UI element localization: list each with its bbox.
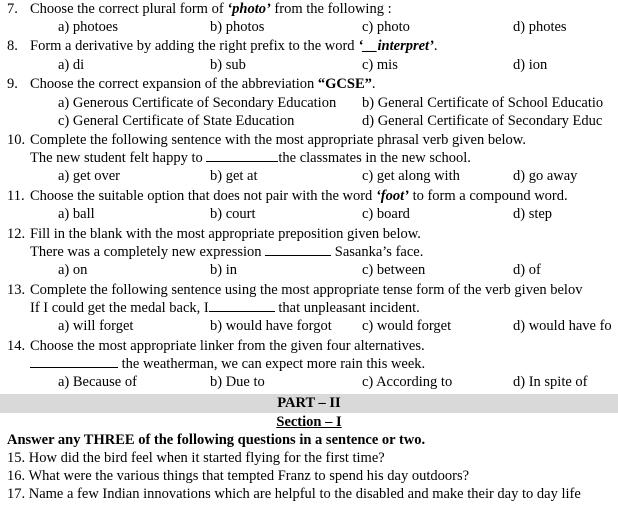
question-17: 17. Name a few Indian innovations which are helpful to the disabled and make their day to day life [7,486,581,502]
question-number: 14. [7,338,26,354]
question-11-options [0,205,618,223]
question-12-options [0,261,618,279]
question-15: 15. How did the bird feel when it started flying for the first time? [7,450,385,466]
option-c: c) would forget [362,318,452,334]
option-c: c) mis [362,57,398,73]
option-d: d) General Certificate of Secondary Educ [362,113,603,129]
question-text: Fill in the blank with the most appropriate preposition given below. [30,226,421,242]
question-text: Choose the correct expansion of the abbreviation “GCSE”. [30,76,376,92]
option-c: c) get along with [362,168,460,184]
question-number: 10. [7,132,26,148]
exam-page: 7. Choose the correct plural form of ‘photo’ from the following : a) photoes b) photos c) photo d) photes 8. Form a derivative by adding the right prefix to the word ‘__interpret’. a) di b) sub c) mis d) ion 9. Choose the correct expansion of the abbreviation “GCSE”. a) Generous Certificate of Secondary Education b) General Certificate of School Educatio c) General Certificate of State Education d) General Certificate of Secondary Educ 10. Complete the following sentence with the most appropriate phrasal verb given below. The new student felt happy to the classmates in the new school. a) get over b) get at c) get along with d) go away 11. Choose the suitable option that does not pair with the word ‘foot’ to form a compound word. a) ball b) court c) board d) step 12. Fill in the blank with the most appropriate preposition given below. There was a completely new expression Sasanka’s face. a) on b) in c) between d) of 13. Complete the following sentence using the most appropriate tense form of the verb given belov If I could get the medal back, I that unpleasant incident. a) will forget b) would have forgot c) would forget d) would have fo 14. Choose the most appropriate linker from the given four alternatives. the weatherman, we can expect more rain this week. a) Because of b) Due to c) According to d) In spite of PART – II Section – I Answer any THREE of the following questions in a sentence or two. 15. How did the bird feel when it started flying for the first time? 16. What were the various things that tempted Franz to spend his day outdoors? 17. Name a few Indian innovations which are helpful to the disabled and make their day to day life [0,0,618,506]
option-b: b) photos [210,19,265,35]
option-d: d) photes [513,19,567,35]
question-7-options [0,18,618,36]
option-a: a) di [58,57,85,73]
option-b: b) Due to [210,374,265,390]
option-a: a) will forget [58,318,134,334]
question-9-options-row2 [0,112,618,130]
option-a: a) Because of [58,374,137,390]
question-number: 13. [7,282,26,298]
option-a: a) get over [58,168,120,184]
option-a: a) Generous Certificate of Secondary Education [58,95,337,111]
question-13-options [0,317,618,335]
question-number: 12. [7,226,26,242]
answer-blank [30,355,118,368]
option-c: c) According to [362,374,453,390]
option-a: a) photoes [58,19,118,35]
question-number: 8. [7,38,18,54]
option-d: d) would have fo [513,318,612,334]
section-title: Section – I [276,414,342,430]
question-16: 16. What were the various things that tempted Franz to spend his day outdoors? [7,468,470,484]
question-14-options [0,373,618,391]
option-d: d) go away [513,168,578,184]
question-number: 7. [7,1,18,17]
question-text: Choose the suitable option that does not pair with the word ‘foot’ to form a compound word. [30,188,568,204]
option-d: d) of [513,262,541,278]
option-c: c) between [362,262,426,278]
question-8-options [0,56,618,74]
option-b: b) General Certificate of School Educatio [362,95,604,111]
option-a: a) ball [58,206,95,222]
answer-blank [209,299,275,312]
option-c: c) photo [362,19,410,35]
question-9-options-row1 [0,94,618,112]
answer-blank [265,243,331,256]
option-b: b) sub [210,57,246,73]
instruction: Answer any THREE of the following questions in a sentence or two. [7,432,426,448]
option-b: b) get at [210,168,258,184]
question-text: Form a derivative by adding the right prefix to the word ‘__interpret’. [30,38,438,54]
question-number: 9. [7,76,18,92]
option-d: d) In spite of [513,374,588,390]
option-b: b) court [210,206,256,222]
option-c: c) board [362,206,410,222]
question-number: 11. [7,188,25,204]
option-d: d) ion [513,57,548,73]
question-text: Complete the following sentence using the most appropriate tense form of the verb given belov [30,282,583,298]
question-text: Choose the most appropriate linker from the given four alternatives. [30,338,425,354]
option-c: c) General Certificate of State Education [58,113,295,129]
part-title: PART – II [277,395,341,411]
option-a: a) on [58,262,88,278]
answer-blank [206,149,278,162]
question-text: Complete the following sentence with the most appropriate phrasal verb given below. [30,132,526,148]
option-b: b) would have forgot [210,318,332,334]
option-d: d) step [513,206,553,222]
option-b: b) in [210,262,237,278]
question-text: Choose the correct plural form of ‘photo’ from the following : [30,1,392,17]
question-10-options [0,167,618,185]
